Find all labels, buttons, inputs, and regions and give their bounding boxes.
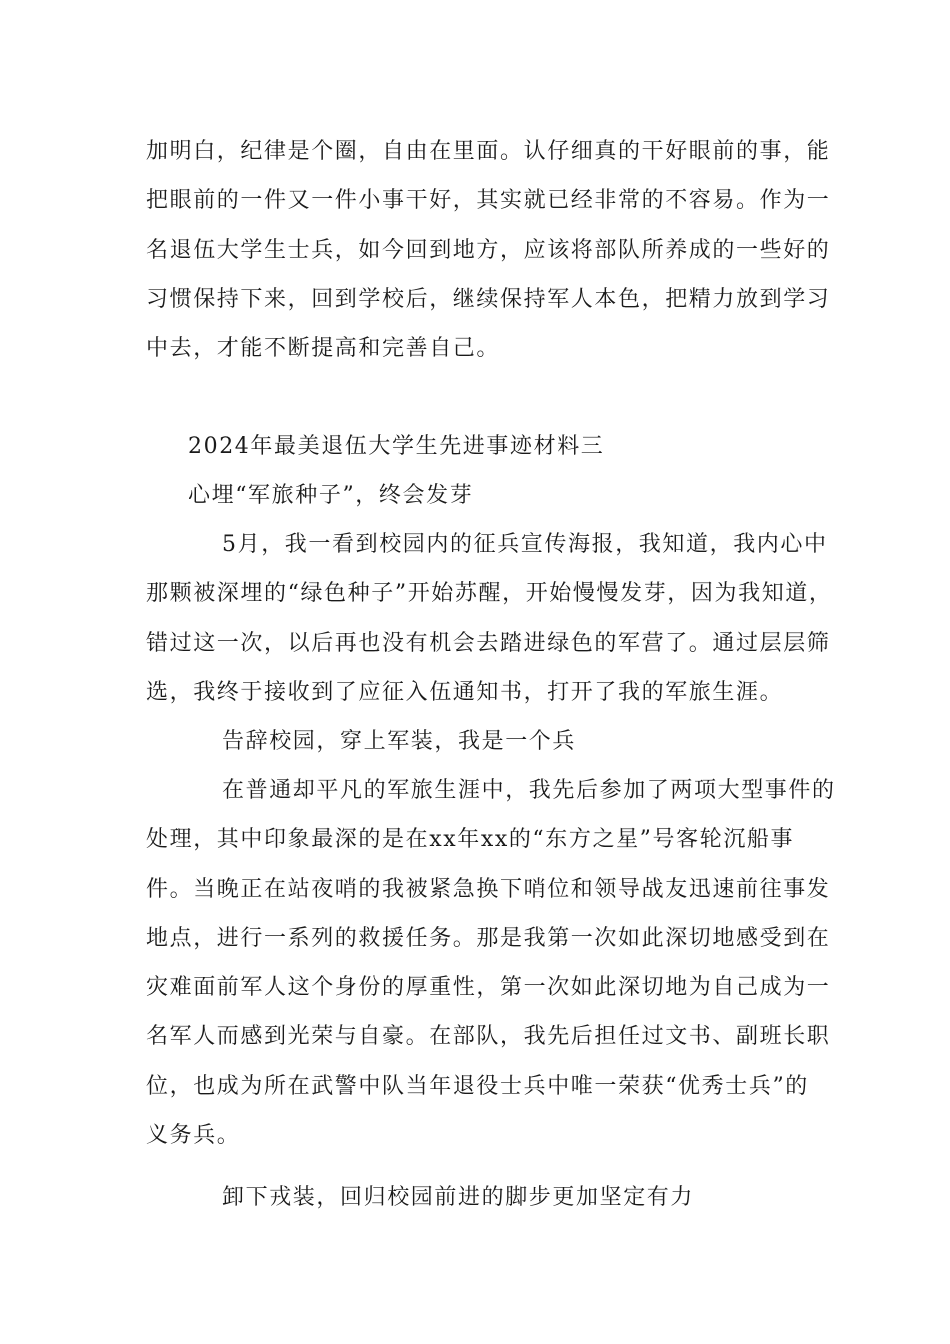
- subheading-text: 告辞校园，穿上军装，我是一个兵: [222, 729, 577, 754]
- text-line: 习惯保持下来，回到学校后，继续保持军人本色，把精力放到学习: [146, 286, 831, 312]
- text-line: 名军人而感到光荣与自豪。在部队，我先后担任过文书、副班长职: [146, 1024, 831, 1050]
- text-line: 名退伍大学生士兵，如今回到地方，应该将部队所养成的一些好的: [146, 237, 831, 263]
- text-line: 在普通却平凡的军旅生涯中，我先后参加了两项大型事件的: [222, 778, 836, 803]
- intro-paragraph: [146, 127, 831, 373]
- paragraph-2: [146, 766, 836, 1160]
- text-line: 加明白，纪律是个圈，自由在里面。认仔细真的干好眼前的事，能: [146, 139, 831, 164]
- paragraph-1: [146, 520, 833, 717]
- subheading-1: [146, 717, 816, 766]
- text-line: 地点，进行一系列的救援任务。那是我第一次如此深切地感受到在: [146, 925, 831, 951]
- section-title: 2024年最美退伍大学生先进事迹材料三: [188, 434, 605, 459]
- text-line: 中去，才能不断提高和完善自己。: [146, 336, 501, 362]
- text-line: 灾难面前军人这个身份的厚重性，第一次如此深切地为自己成为一: [146, 975, 831, 1001]
- text-line: 件。当晚正在站夜哨的我被紧急换下哨位和领导战友迅速前往事发: [146, 876, 831, 902]
- text-line: 位，也成为所在武警中队当年退役士兵中唯一荣获“优秀士兵”的: [146, 1073, 809, 1099]
- text-line: 处理，其中印象最深的是在xx年xx的“东方之星”号客轮沉船事: [146, 827, 795, 853]
- text-line: 那颗被深埋的“绿色种子”开始苏醒，开始慢慢发芽，因为我知道，: [146, 581, 833, 607]
- text-line: 错过这一次，以后再也没有机会去踏进绿色的军营了。通过层层筛: [146, 630, 831, 656]
- section-subtitle: 心埋“军旅种子”，终会发芽: [188, 483, 474, 509]
- subheading-2: [146, 1173, 816, 1222]
- text-line: 5月，我一看到校园内的征兵宣传海报，我知道，我内心中: [222, 532, 828, 557]
- section-heading: [146, 422, 816, 521]
- text-line: 把眼前的一件又一件小事干好，其实就已经非常的不容易。作为一: [146, 188, 831, 214]
- text-line: 选，我终于接收到了应征入伍通知书，打开了我的军旅生涯。: [146, 679, 784, 705]
- subheading-text: 卸下戎装，回归校园前进的脚步更加坚定有力: [222, 1185, 695, 1210]
- text-line: 义务兵。: [146, 1123, 241, 1149]
